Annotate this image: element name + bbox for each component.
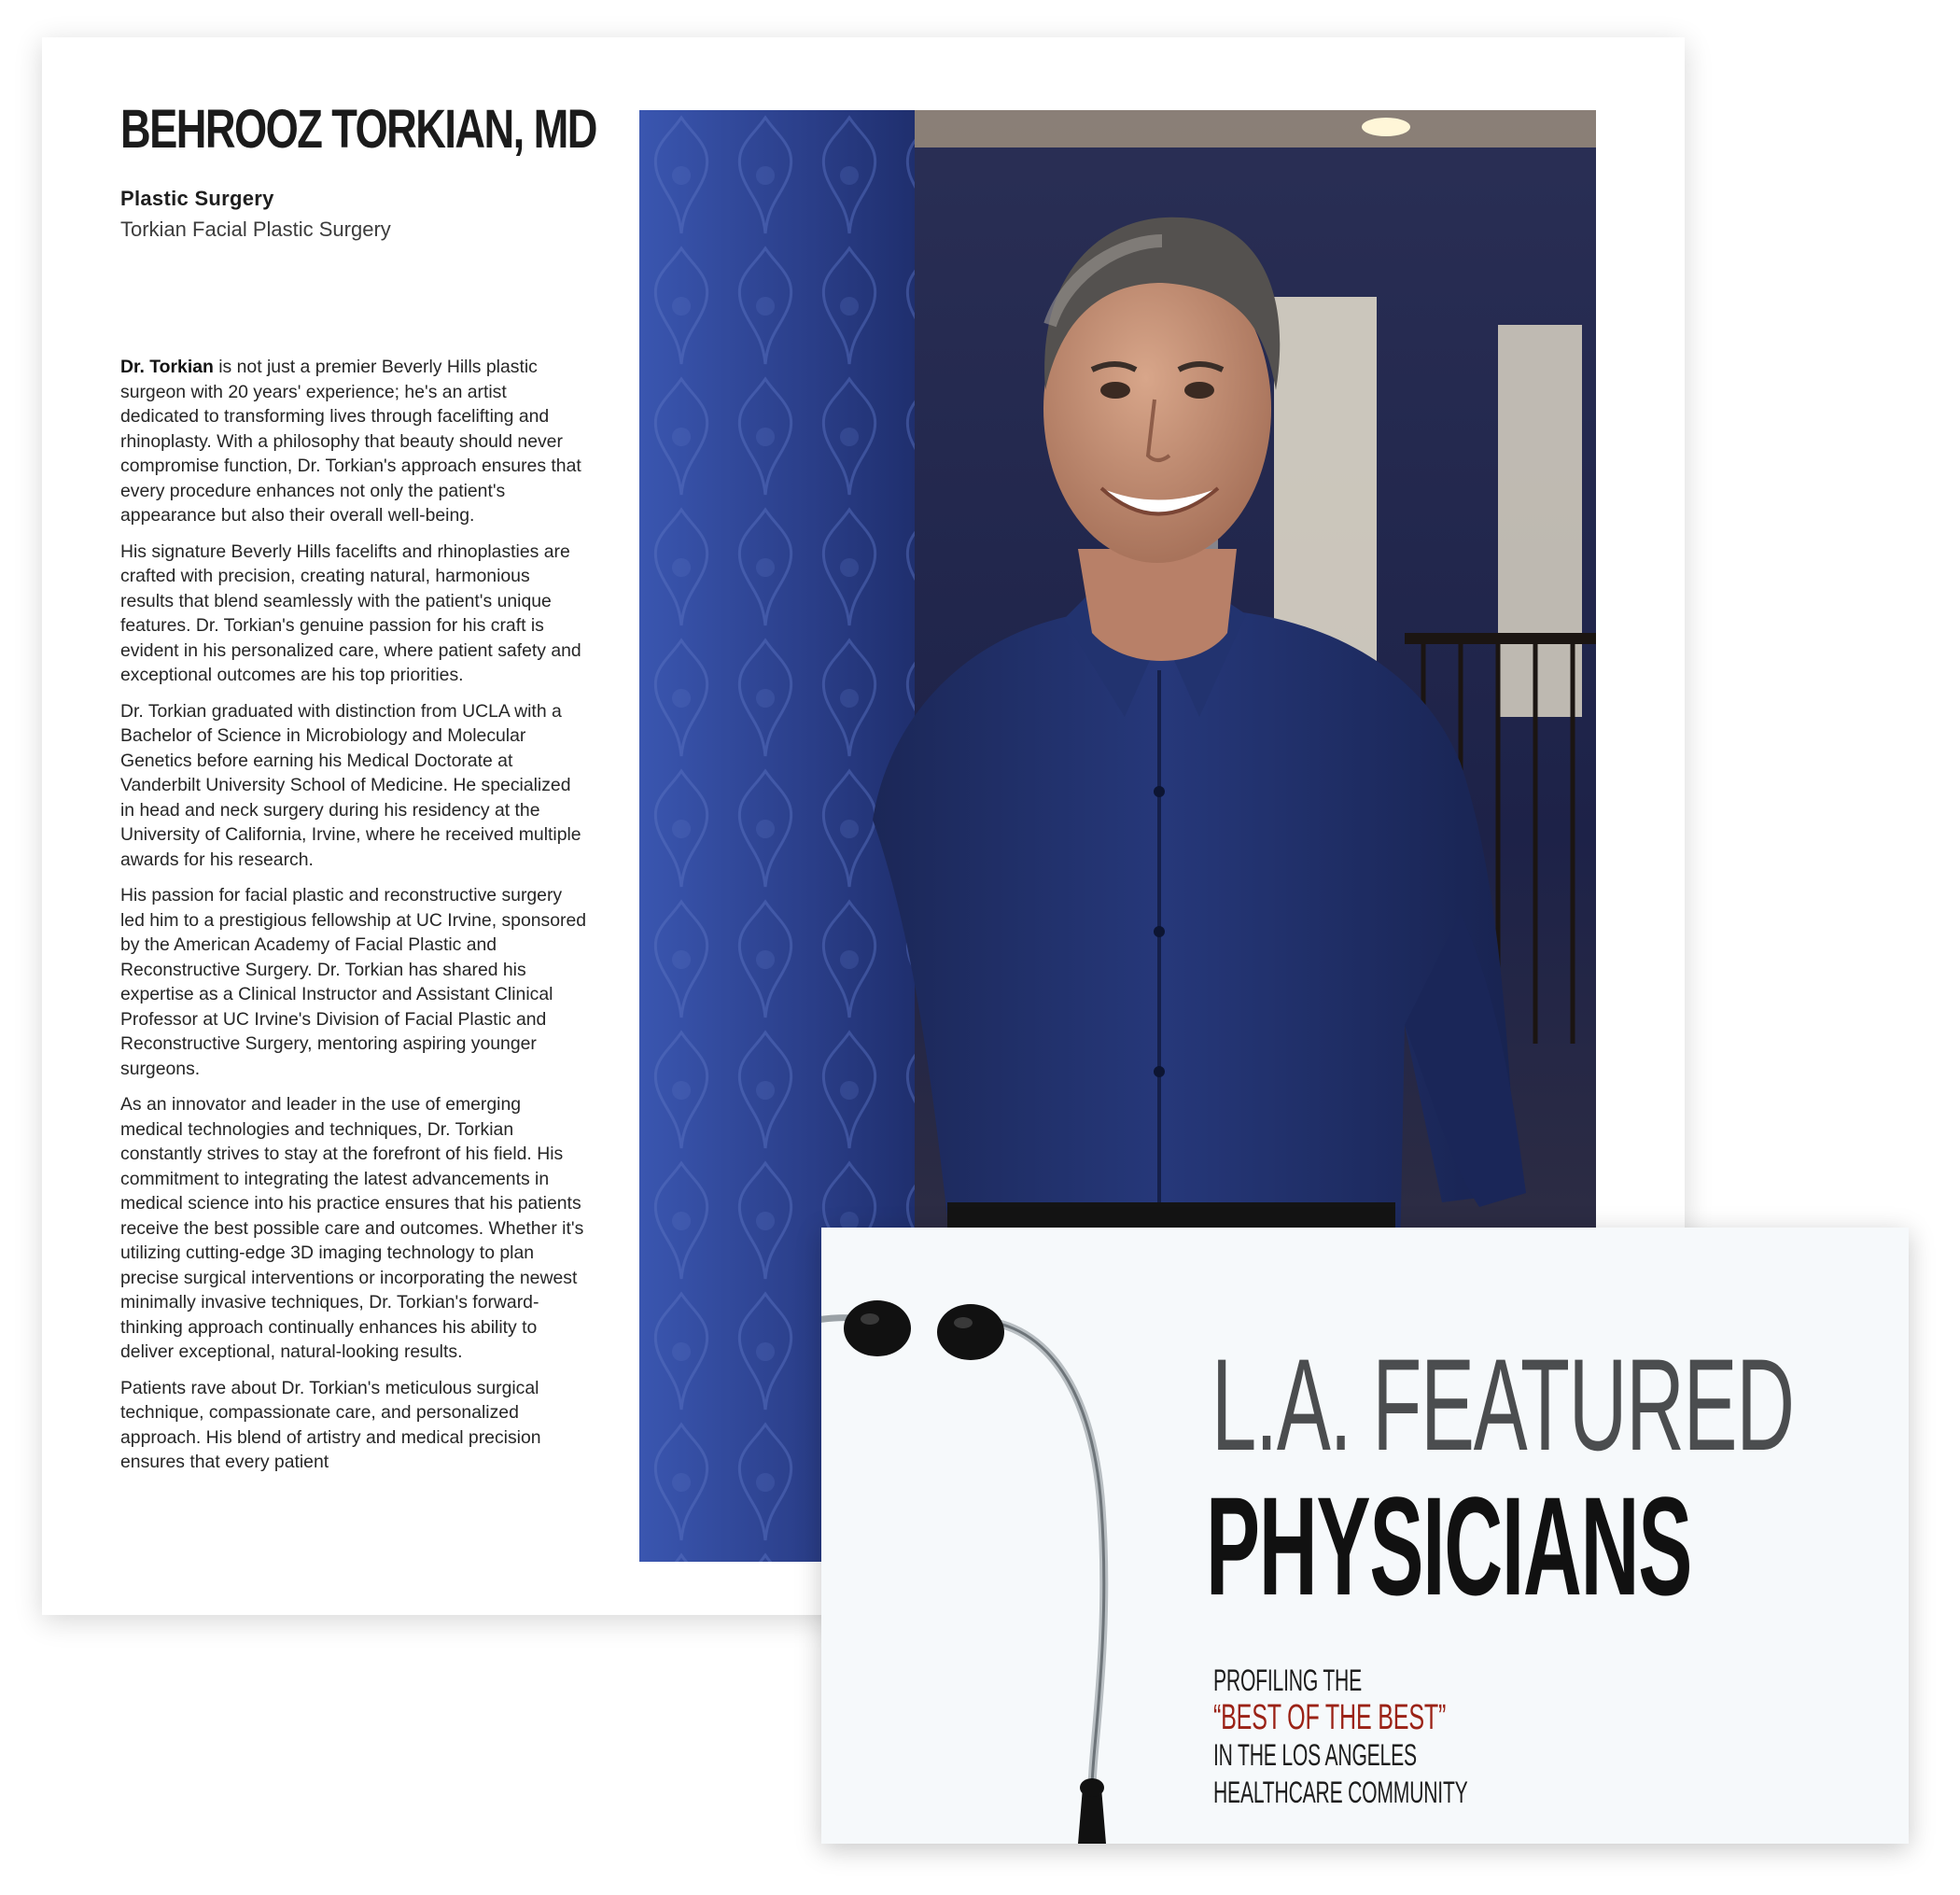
cover-tagline	[1213, 1662, 1599, 1811]
physician-practice: Torkian Facial Plastic Surgery	[120, 218, 391, 241]
physician-name: BEHROOZ TORKIAN, MD	[120, 99, 596, 160]
tagline-line-4: HEALTHCARE COMMUNITY	[1213, 1776, 1468, 1809]
cover-title-line-1: L.A. FEATURED	[1211, 1331, 1794, 1478]
cover-title-line-2: PHYSICIANS	[1206, 1467, 1692, 1624]
bio-paragraph-1	[120, 355, 587, 528]
bio-paragraph-5: As an innovator and leader in the use of emerging medical technologies and techniques, Dr. Torkian constantly strives to stay at the forefront of his field. His commitment to integrating the latest advancements in medical science into his practice ensures that his patients receive the best possible care and outcomes. Whether it's utilizing cutting-edge 3D imaging technology to plan precise surgical interventions or incorporating the newest minimally invasive techniques, Dr. Torkian's forward-thinking approach continually enhances his ability to deliver exceptional, natural-looking results.	[120, 1094, 584, 1362]
biography	[120, 355, 587, 1615]
physician-specialty: Plastic Surgery	[120, 187, 274, 210]
bio-paragraph-6: Patients rave about Dr. Torkian's meticulous surgical technique, compassionate care, and personalized approach. His blend of artistry and medical precision ensures that every patient	[120, 1377, 541, 1472]
tagline-line-3: IN THE LOS ANGELES	[1213, 1738, 1417, 1772]
tagline-line-1: PROFILING THE	[1213, 1663, 1362, 1697]
bio-paragraph-1-text: is not just a premier Beverly Hills plastic surgeon with 20 years' experience; he's an artist dedicated to transforming lives through facelifting and rhinoplasty. With a philosophy that beauty should never compromise function, Dr. Torkian's approach ensures that every procedure enhances not only the patient's appearance but also their overall well-being.	[120, 357, 581, 526]
bio-paragraph-3: Dr. Torkian graduated with distinction from UCLA with a Bachelor of Science in Microbiology and Molecular Genetics before earning his Medical Doctorate at Vanderbilt University School of Medicine. He specialized in head and neck surgery during his residency at the University of California, Irvine, where he received multiple awards for his research.	[120, 700, 581, 870]
stethoscope-icon	[821, 1228, 1195, 1844]
bio-paragraph-4: His passion for facial plastic and reconstructive surgery led him to a prestigious fellowship at UC Irvine, sponsored by the American Academy of Facial Plastic and Reconstructive Surgery. Dr. Torkian has shared his expertise as a Clinical Instructor and Assistant Clinical Professor at UC Irvine's Division of Facial Plastic and Reconstructive Surgery, mentoring aspiring younger surgeons.	[120, 885, 587, 1079]
bio-lead: Dr. Torkian	[120, 357, 214, 377]
tagline-highlight: “BEST OF THE BEST”	[1213, 1698, 1447, 1737]
bio-paragraph-2: His signature Beverly Hills facelifts and rhinoplasties are crafted with precision, creating natural, harmonious results that blend seamlessly with the patient's unique features. Dr. Torkian's genuine passion for his craft is evident in his personalized care, where patient safety and exceptional outcomes are his top priorities.	[120, 540, 581, 685]
featured-physicians-cover	[821, 1228, 1909, 1844]
